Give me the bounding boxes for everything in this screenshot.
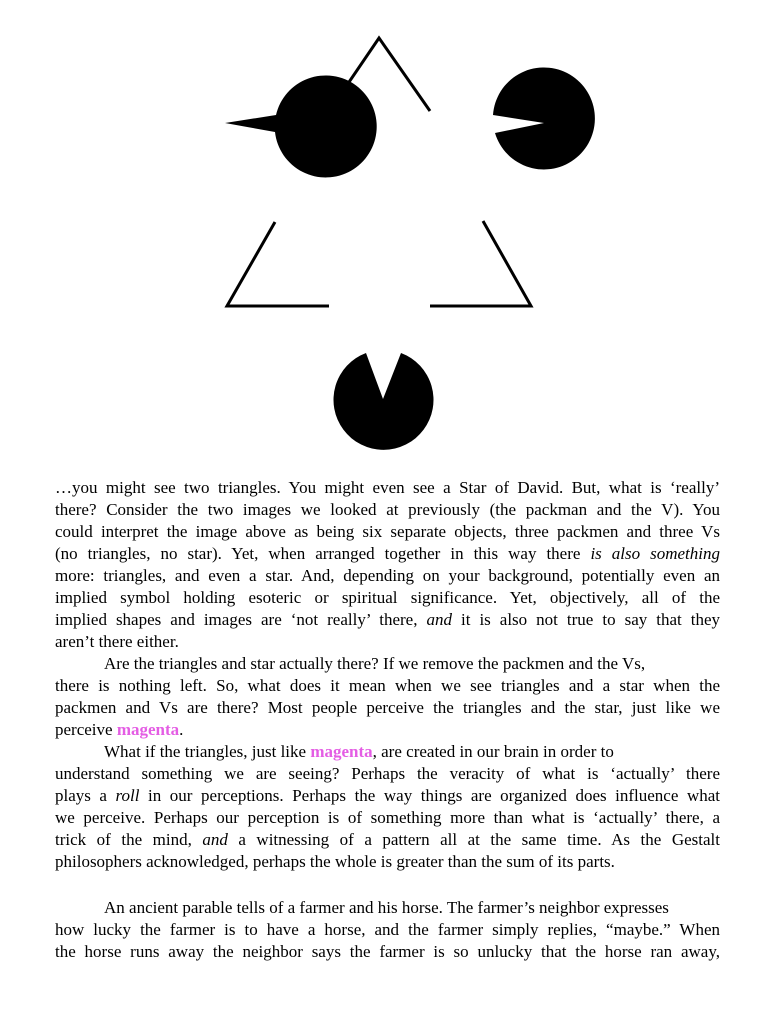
paragraph-line: understand something we are seeing? Perhaps the veracity of what is ‘actually’ there [55,764,720,783]
emphasis: roll [115,786,140,805]
text-run: . [179,720,184,739]
paragraph-line: philosophers acknowledged, perhaps the whole is greater than the sum of its parts. [55,852,615,871]
paragraph-line: packmen and Vs are there? Most people perceive the triangles and the star, just like we [55,698,720,717]
paragraph-line: the horse runs away the neighbor says the farmer is so unlucky that the horse ran away, [55,942,720,961]
text-run: plays a [55,786,116,805]
text-run: , are created in our brain in order to [372,742,614,761]
paragraph-line: there? Consider the two images we looked at previously (the packman and the V). You [55,500,720,519]
paragraph-line [104,742,614,762]
text-run: a witnessing of a pattern all at the same time. As the Gestalt [227,830,720,849]
emphasis: and [426,610,452,629]
paragraph-line: Are the triangles and star actually there? If we remove the packmen and the Vs, [104,654,646,673]
magenta-word: magenta [310,742,373,761]
paragraph-line: there is nothing left. So, what does it mean when we see triangles and a star when the [55,676,720,695]
paragraph-line [55,786,720,806]
paragraph-line [55,830,720,850]
paragraph-line: …you might see two triangles. You might even see a Star of David. But, what is ‘really’ [55,478,720,497]
text-run: implied shapes and images are ‘not really’ there, [55,610,427,629]
emphasis: is also something [590,544,720,563]
paragraph-line: more: triangles, and even a star. And, depending on your background, potentially even an [55,566,720,585]
paragraph-line [55,544,720,564]
text-run: it is also not true to say that they [451,610,721,629]
paragraph-line: implied symbol holding esoteric or spiritual significance. Yet, objectively, all of the [55,588,720,607]
paragraph-line: how lucky the farmer is to have a horse, and the farmer simply replies, “maybe.” When [55,920,720,939]
paragraph-line: could interpret the image above as being six separate objects, three packmen and three Vs [55,522,720,541]
text-run: in our perceptions. Perhaps the way things are organized does influence what [139,786,720,805]
emphasis: and [202,830,228,849]
text-run: What if the triangles, just like [104,742,311,761]
text-run: trick of the mind, [55,830,203,849]
paragraph-line [55,610,720,630]
text-run: (no triangles, no star). Yet, when arranged together in this way there [55,544,591,563]
magenta-word: magenta [116,720,180,739]
paragraph-line [55,720,183,740]
paragraph-line: aren’t there either. [55,632,179,651]
text-run: perceive [55,720,117,739]
paragraph-line: we perceive. Perhaps our perception is of something more than what is ‘actually’ there, a [55,808,720,827]
paragraph-line: An ancient parable tells of a farmer and his horse. The farmer’s neighbor expresses [104,898,669,917]
